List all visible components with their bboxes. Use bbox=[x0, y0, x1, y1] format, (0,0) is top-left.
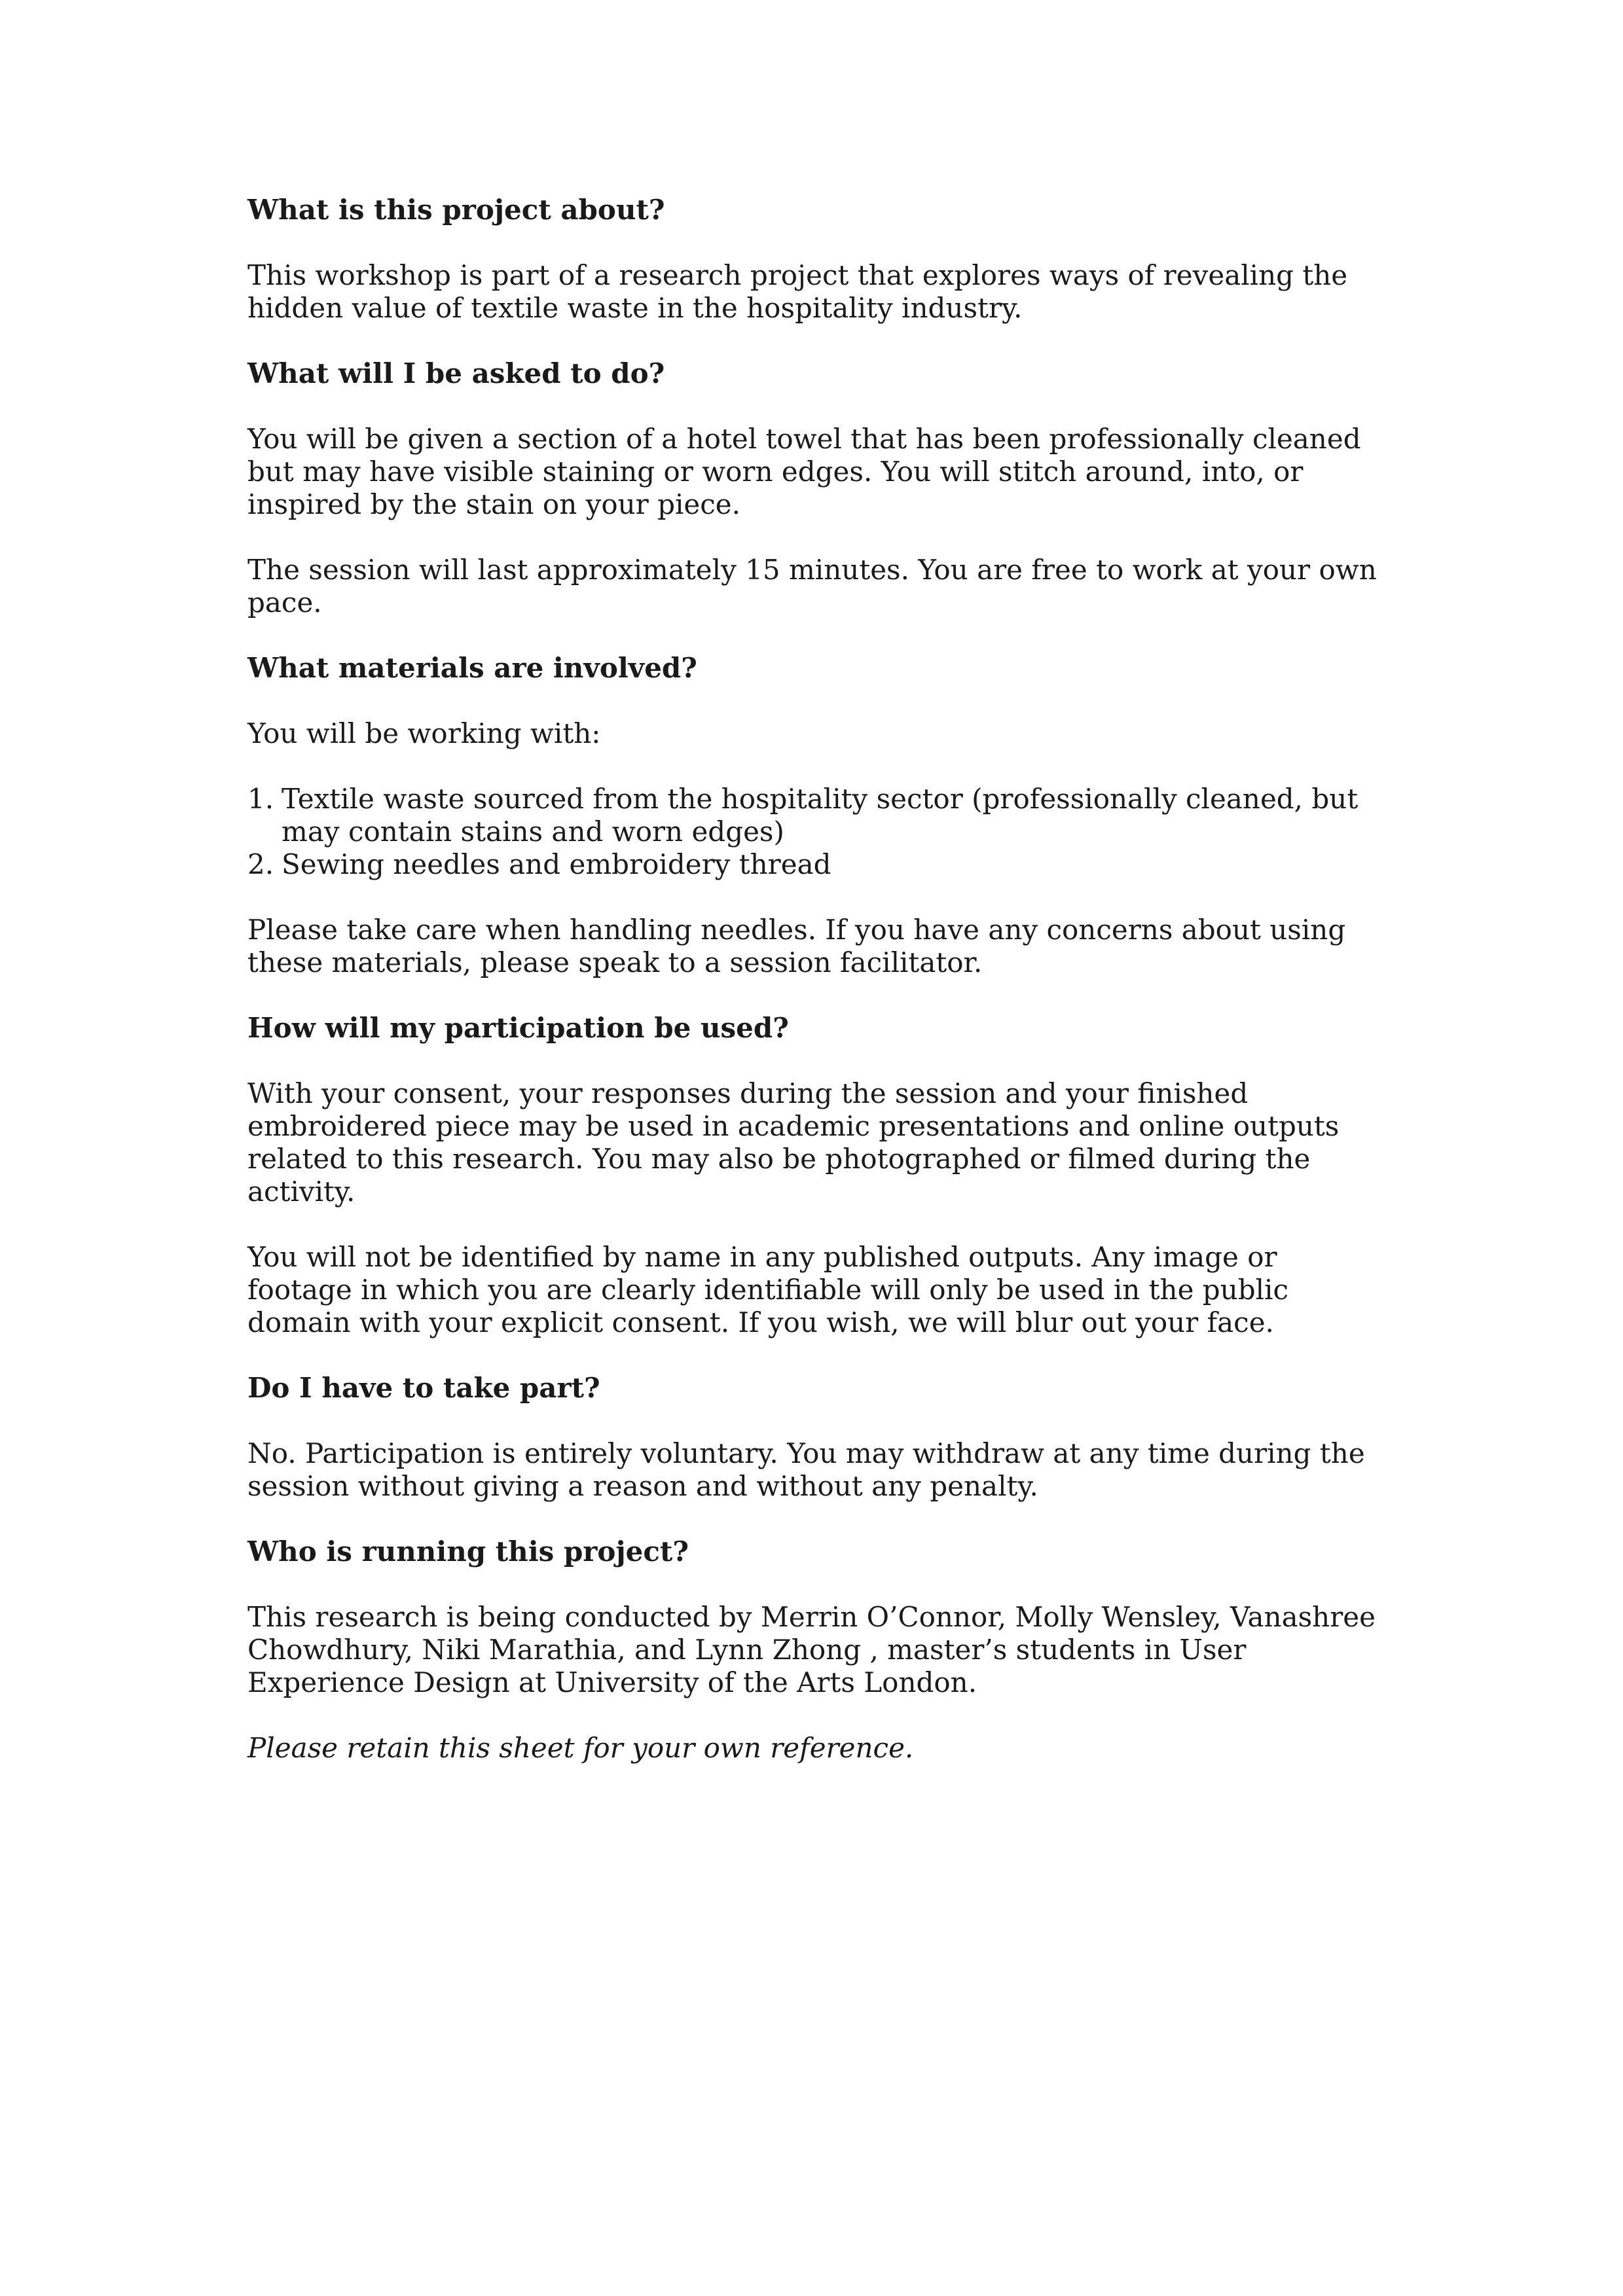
paragraph: You will be given a section of a hotel towel that has been professionally cleaned but may have visible staining or worn edges. You will stitch around, into, or inspired by the stain on your piece. bbox=[247, 423, 1361, 520]
paragraph: You will be working with: bbox=[247, 717, 601, 749]
section-who-running bbox=[247, 1535, 1387, 1699]
paragraph: This research is being conducted by Merrin O’Connor, Molly Wensley, Vanashree Chowdhury, Niki Marathia, and Lynn Zhong , master’s students in User Experience Design at University of the Arts London. bbox=[247, 1601, 1376, 1698]
footer-note: Please retain this sheet for your own reference. bbox=[247, 1732, 914, 1764]
materials-list bbox=[247, 783, 1387, 881]
paragraph: The session will last approximately 15 minutes. You are free to work at your own pace. bbox=[247, 554, 1377, 619]
paragraph: No. Participation is entirely voluntary. You may withdraw at any time during the session without giving a reason and without any penalty. bbox=[247, 1437, 1365, 1502]
paragraph: Please take care when handling needles. If you have any concerns about using these materials, please speak to a session facilitator. bbox=[247, 914, 1346, 978]
section-heading: What is this project about? bbox=[247, 194, 665, 226]
info-sheet bbox=[247, 194, 1387, 1765]
section-project-about bbox=[247, 194, 1387, 325]
section-heading: Do I have to take part? bbox=[247, 1372, 600, 1404]
list-number: 1. bbox=[247, 783, 274, 815]
section-materials bbox=[247, 652, 1387, 979]
section-participation-use bbox=[247, 1012, 1387, 1339]
list-text: Textile waste sourced from the hospitality sector (professionally cleaned, but may contain stains and worn edges) bbox=[282, 783, 1359, 848]
paragraph: With your consent, your responses during the session and your finished embroidered piece may be used in academic presentations and online outputs related to this research. You may also be photographed or filmed during the activity. bbox=[247, 1077, 1340, 1208]
section-heading: How will my participation be used? bbox=[247, 1012, 789, 1044]
list-text: Sewing needles and embroidery thread bbox=[282, 848, 831, 880]
list-number: 2. bbox=[247, 848, 274, 880]
list-item bbox=[247, 783, 1387, 848]
section-heading: What materials are involved? bbox=[247, 652, 697, 684]
list-item bbox=[247, 848, 1387, 881]
section-take-part bbox=[247, 1372, 1387, 1503]
section-heading: What will I be asked to do? bbox=[247, 357, 665, 389]
section-heading: Who is running this project? bbox=[247, 1535, 689, 1568]
section-what-to-do bbox=[247, 357, 1387, 619]
paragraph: You will not be identified by name in any published outputs. Any image or footage in which you are clearly identifiable will only be used in the public domain with your explicit consent. If you wish, we will blur out your face. bbox=[247, 1241, 1289, 1338]
paragraph: This workshop is part of a research project that explores ways of revealing the hidden value of textile waste in the hospitality industry. bbox=[247, 259, 1348, 324]
